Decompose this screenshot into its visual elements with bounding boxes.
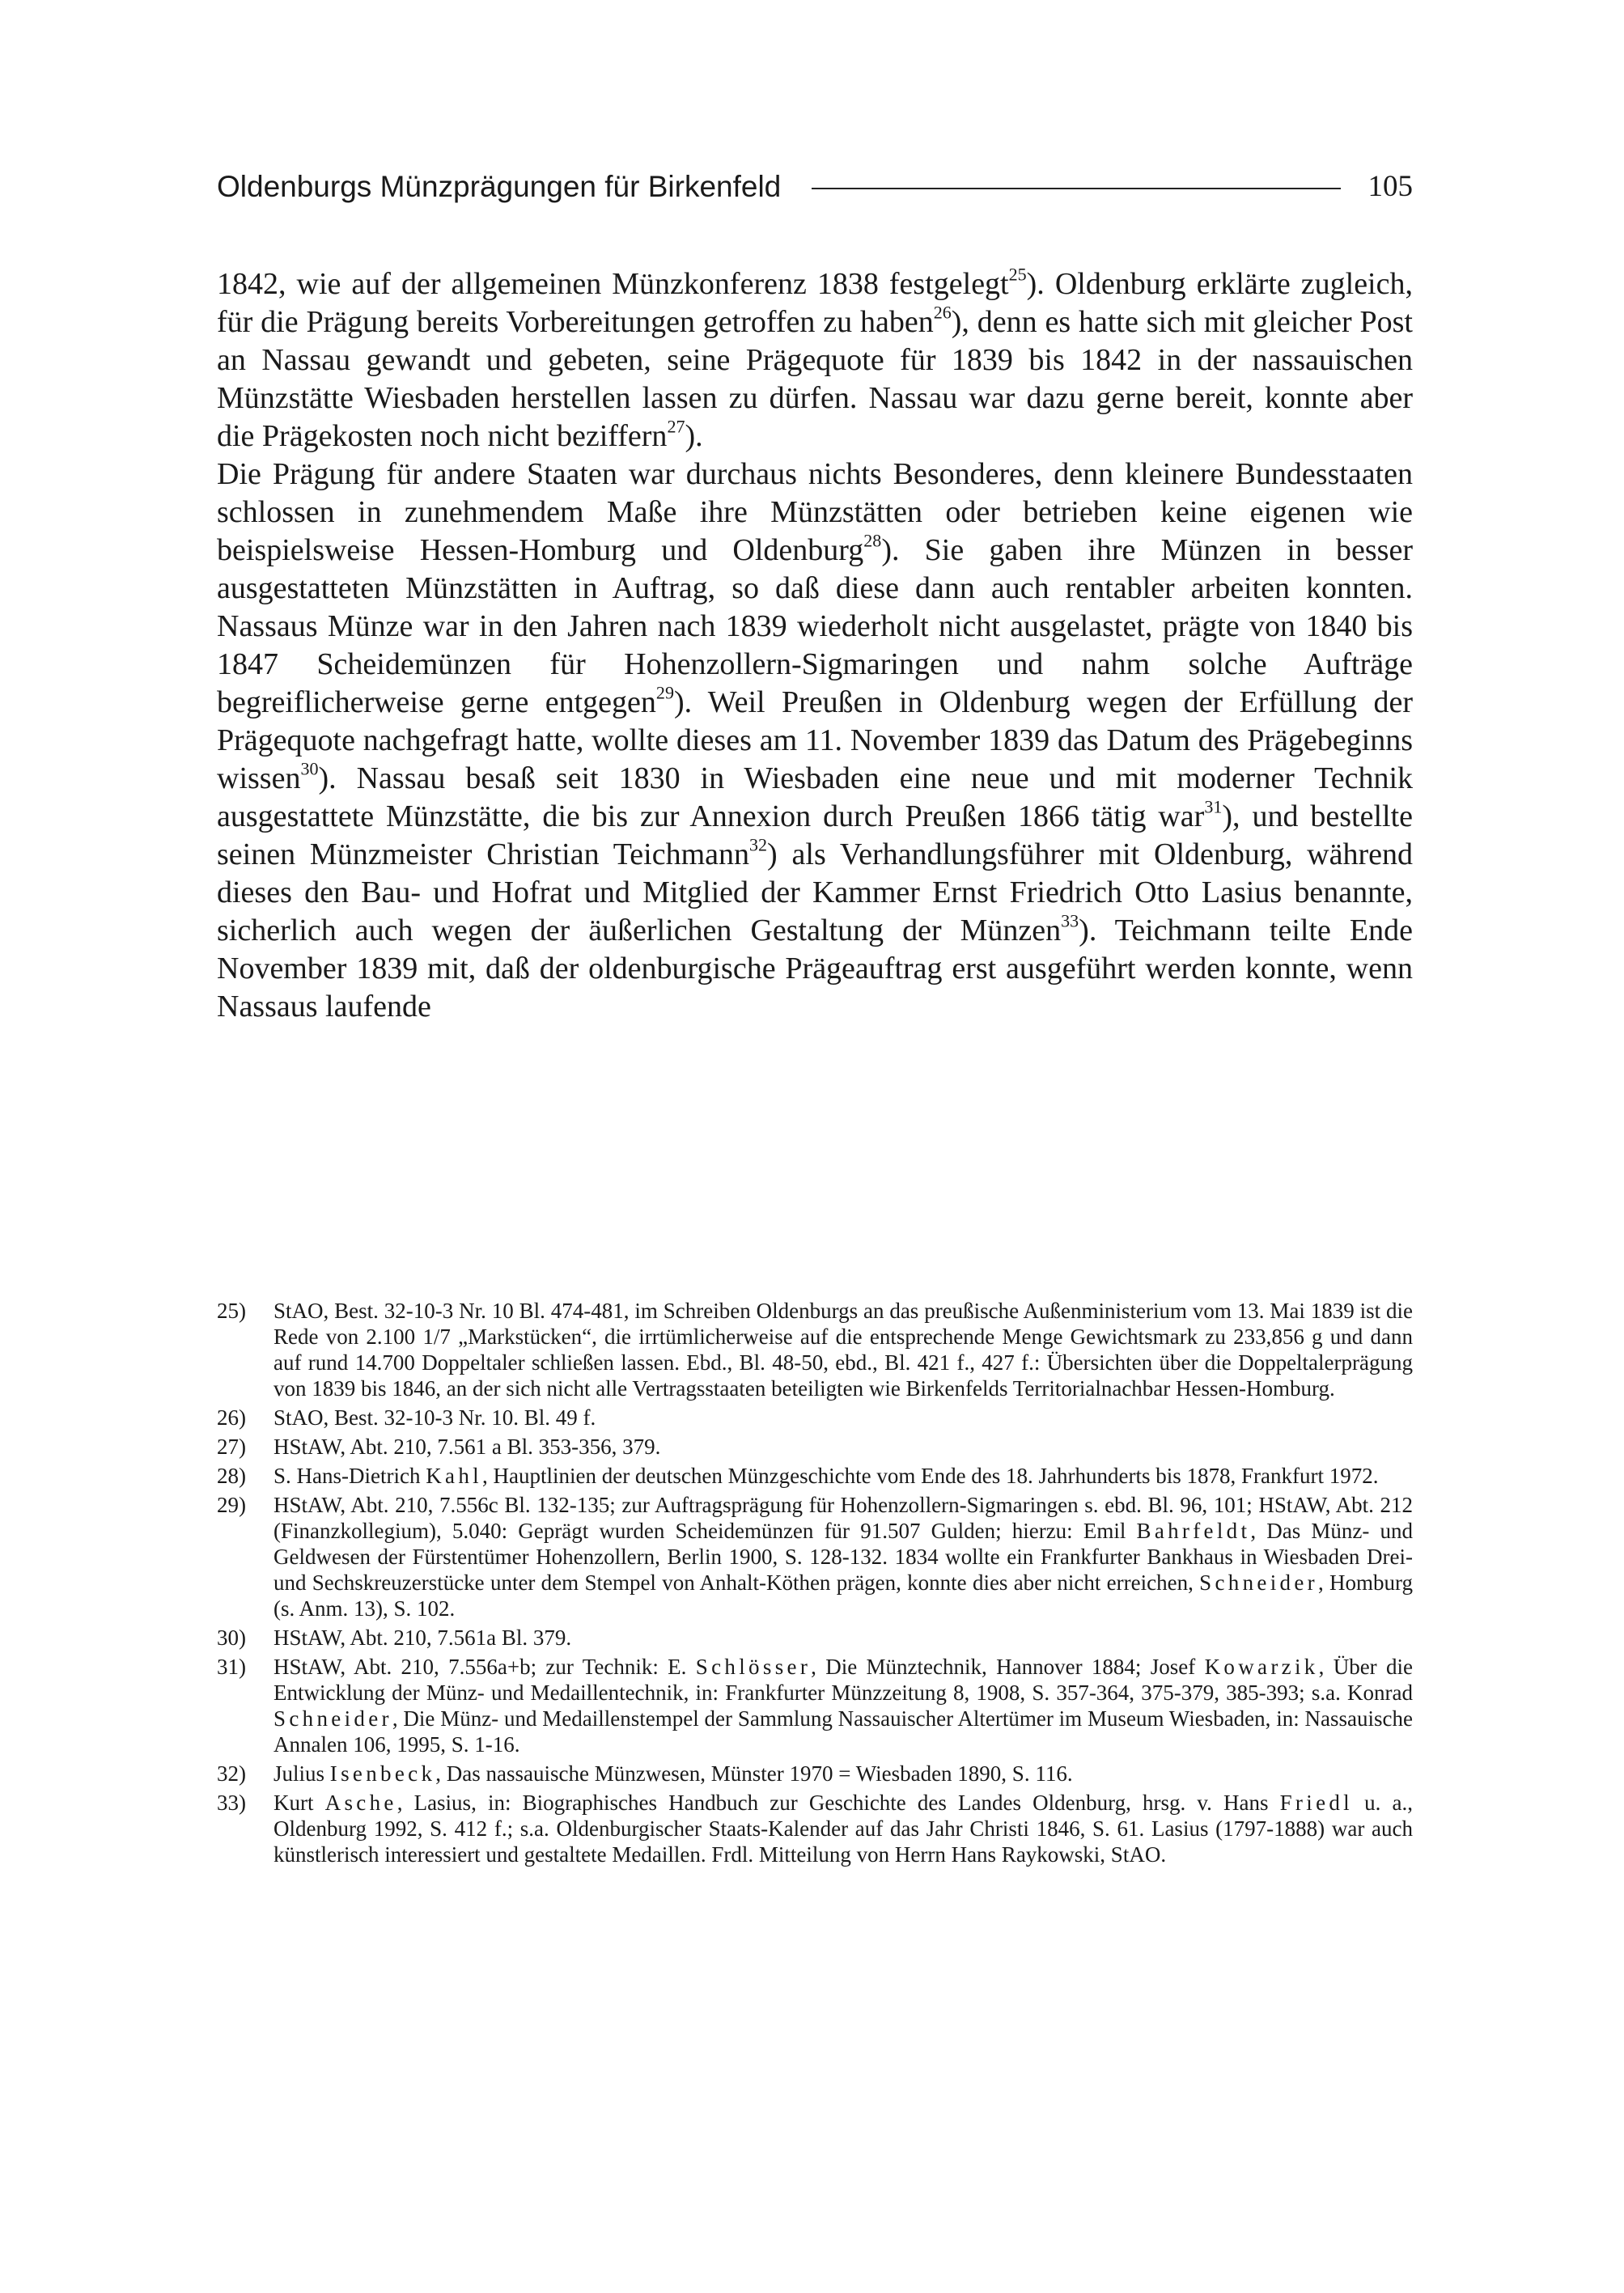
footnote-28: 28) S. Hans-Dietrich Kahl, Hauptlinien der deutschen Münzgeschichte vom Ende des 18. Jahrhunderts bis 1878, Frankfurt 1972. (217, 1464, 1379, 1488)
author-name: Asche (324, 1791, 397, 1815)
author-name: Isenbeck (329, 1761, 436, 1786)
footnote-ref-26: 26 (933, 302, 952, 323)
author-name: Schneider (1199, 1570, 1318, 1595)
footnote-32: 32) Julius Isenbeck, Das nassauische Münzwesen, Münster 1970 = Wiesbaden 1890, S. 116. (217, 1761, 1073, 1786)
footnote-ref-32: 32 (749, 834, 768, 855)
running-header (217, 168, 1413, 206)
footnote-25: 25) StAO, Best. 32-10-3 Nr. 10 Bl. 474-481, im Schreiben Oldenburgs an das preußische Außenministerium vom 13. Mai 1839 ist die Rede von 2.100 1/7 „Markstücken“, die irrtümlicherweise auf die entsprechende Menge Gewichtsmark zu 233,856 g und dann auf rund 14.700 Doppeltaler schließen lassen. Ebd., Bl. 48-50, ebd., Bl. 421 f., 427 f.: Übersichten über die Doppeltalerprägung von 1839 bis 1846, an der sich nicht alle Vertragsstaaten beteiligten wie Birkenfelds Territorialnachbar Hessen-Homburg. (217, 1299, 1413, 1401)
author-name: Friedl (1279, 1791, 1354, 1815)
author-name: Schneider (273, 1706, 392, 1731)
page-number: 105 (1367, 170, 1413, 203)
footnote-ref-33: 33 (1061, 910, 1079, 931)
author-name: Bahrfeldt (1136, 1519, 1251, 1543)
footnote-ref-25: 25 (1008, 264, 1027, 285)
footnote-30: 30) HStAW, Abt. 210, 7.561a Bl. 379. (217, 1625, 572, 1650)
footnote-ref-28: 28 (863, 530, 882, 551)
author-name: Kahl (426, 1464, 482, 1488)
footnote-26: 26) StAO, Best. 32-10-3 Nr. 10. Bl. 49 f. (217, 1405, 596, 1430)
main-text (217, 265, 1413, 1026)
paragraph-2: Die Prägung für andere Staaten war durchaus nichts Besonderes, denn kleinere Bundesstaaten schlossen in zunehmendem Maße ihre Münzstätten oder betrieben keine eigenen wie beispielsweise Hessen-Homburg und Oldenburg$^{28}$). Sie gaben ihre Münzen in besser ausgestatteten Münzstätten in Auftrag, so daß diese dann auch rentabler arbeiten konnten. Nassaus Münze war in den Jahren nach 1839 wiederholt nicht ausgelastet, prägte von 1840 bis 1847 Scheidemünzen für Hohenzollern-Sigmaringen und nahm solche Aufträge begreiflicherweise gerne entgegen$^{29}$). Weil Preußen in Oldenburg wegen der Erfüllung der Prägequote nachgefragt hatte, wollte dieses am 11. November 1839 das Datum des Prägebeginns wissen$^{30}$). Nassau besaß seit 1830 in Wiesbaden eine neue und mit moderner Technik ausgestattete Münzstätte, die bis zur Annexion durch Preußen 1866 tätig war$^{31}$), und bestellte seinen Münzmeister Christian Teichmann$^{32}$) als Verhandlungsführer mit Oldenburg, während dieses den Bau- und Hofrat und Mitglied der Kammer Ernst Friedrich Otto Lasius benannte, sicherlich auch wegen der äußerlichen Gestaltung der Münzen$^{33}$). Teichmann teilte Ende November 1839 mit, daß der oldenburgische Prägeauftrag erst ausgeführt werden konnte, wenn Nassaus laufende (217, 457, 1413, 1024)
footnote-29: 29) HStAW, Abt. 210, 7.556c Bl. 132-135; zur Auftragsprägung für Hohenzollern-Sigmaringen s. ebd. Bl. 96, 101; HStAW, Abt. 212 (Finanzkollegium), 5.040: Geprägt wurden Scheidemünzen für 91.507 Gulden; hierzu: Emil Bahrfeldt, Das Münz- und Geldwesen der Fürstentümer Hohenzollern, Berlin 1900, S. 128-132. 1834 wollte ein Frankfurter Bankhaus in Wiesbaden Drei- und Sechskreuzerstücke unter dem Stempel von Anhalt-Köthen prägen, konnte dies aber nicht erreichen, Schneider, Homburg (s. Anm. 13), S. 102. (217, 1493, 1413, 1621)
footnote-27: 27) HStAW, Abt. 210, 7.561 a Bl. 353-356, 379. (217, 1435, 661, 1459)
footnote-31: 31) HStAW, Abt. 210, 7.556a+b; zur Technik: E. Schlösser, Die Münztechnik, Hannover 1884; Josef Kowarzik, Über die Entwicklung der Münz- und Medaillentechnik, in: Frankfurter Münzzeitung 8, 1908, S. 357-364, 375-379, 385-393; s.a. Konrad Schneider, Die Münz- und Medaillenstempel der Sammlung Nassauischer Altertümer im Museum Wiesbaden, in: Nassauische Annalen 106, 1995, S. 1-16. (217, 1655, 1413, 1757)
footnote-ref-30: 30 (300, 758, 319, 779)
footnotes (217, 1298, 1413, 1871)
footnote-ref-29: 29 (655, 682, 674, 703)
header-rule (812, 188, 1340, 189)
footnote-ref-27: 27 (667, 416, 685, 437)
author-name: Kowarzik (1204, 1655, 1319, 1679)
footnote-33: 33) Kurt Asche, Lasius, in: Biographisches Handbuch zur Geschichte des Landes Oldenburg, hrsg. v. Hans Friedl u. a., Oldenburg 1992, S. 412 f.; s.a. Oldenburgischer Staats-Kalender auf das Jahr Christi 1846, S. 61. Lasius (1797-1888) war auch künstlerisch interessiert und gestaltete Medaillen. Frdl. Mitteilung von Herrn Hans Raykowski, StAO. (217, 1791, 1413, 1867)
footnote-ref-31: 31 (1204, 796, 1223, 817)
author-name: Schlösser (695, 1655, 812, 1679)
paragraph-1: 1842, wie auf der allgemeinen Münzkonferenz 1838 festgelegt$^{25}$). Oldenburg erklärte zugleich, für die Prägung bereits Vorbereitungen getroffen zu haben$^{26}$), denn es hatte sich mit gleicher Post an Nassau gewandt und gebeten, seine Prägequote für 1839 bis 1842 in der nassauischen Münzstätte Wiesbaden herstellen lassen zu dürfen. Nassau war dazu gerne bereit, konnte aber die Prägekosten noch nicht beziffern$^{27}$). (217, 264, 1413, 453)
running-title: Oldenburgs Münzprägungen für Birkenfeld (217, 170, 782, 203)
